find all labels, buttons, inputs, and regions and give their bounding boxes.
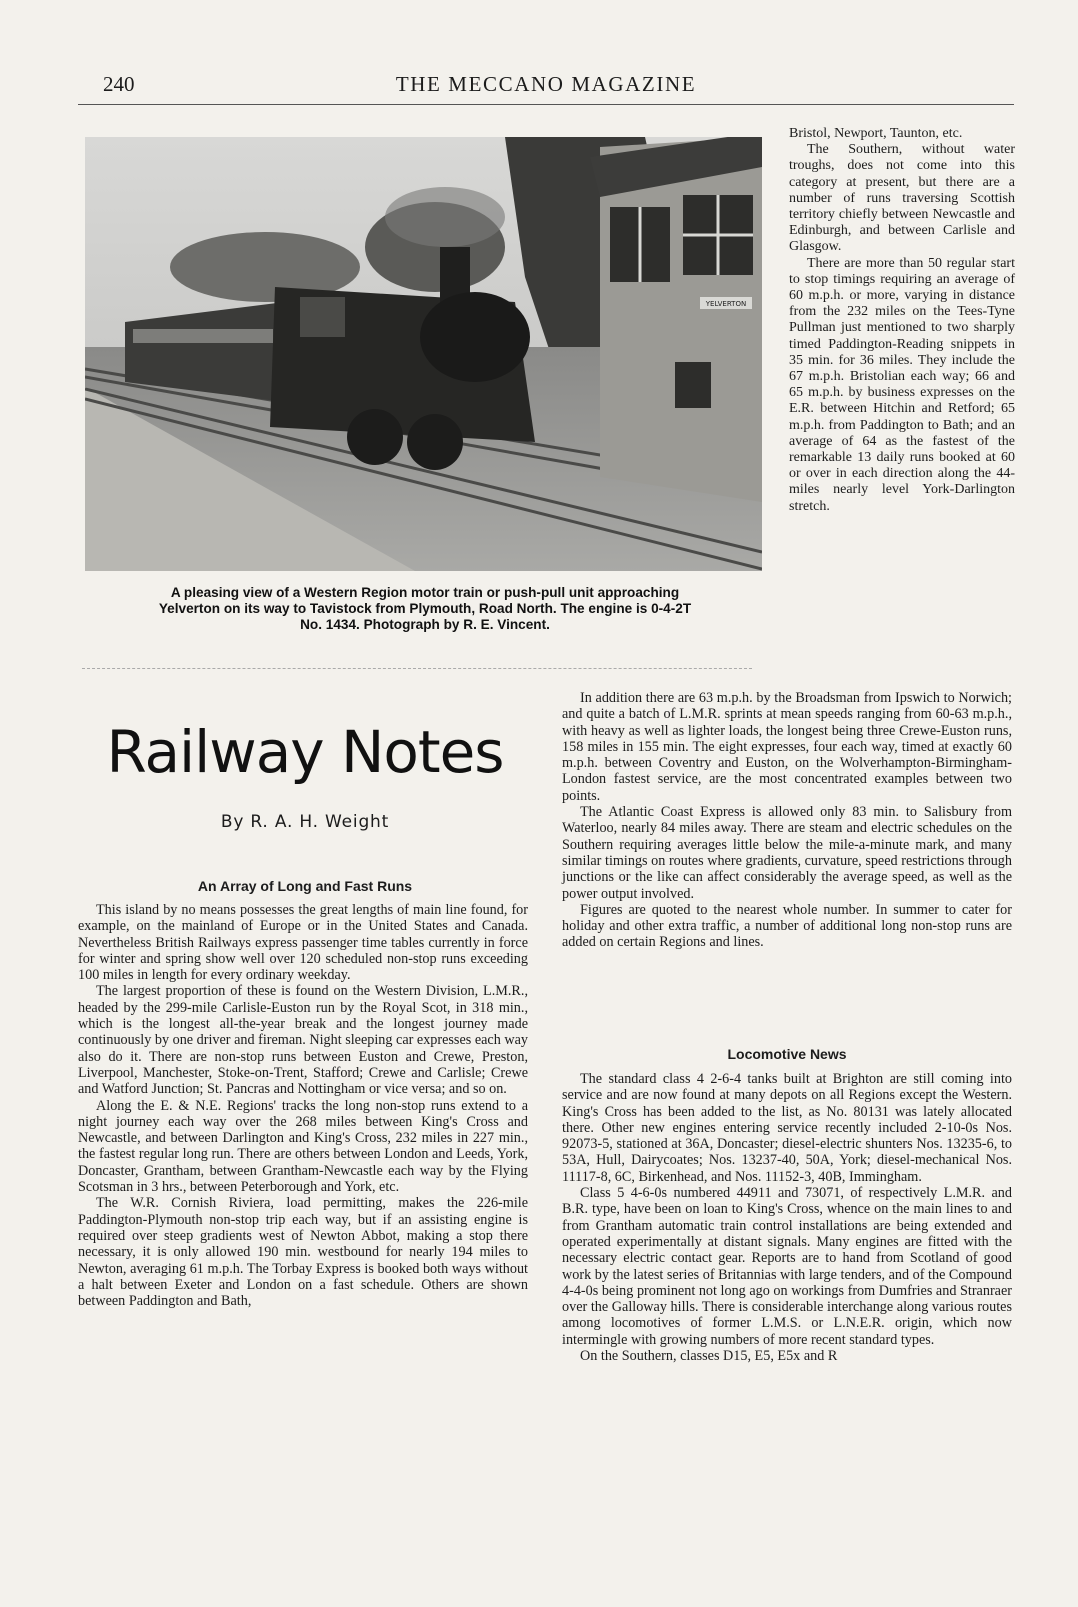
paragraph: The Atlantic Coast Express is allowed only 83 min. to Salisbury from Waterloo, nearly 84 miles away. There are steam and electric schedules on the Southern requiring averages little below the mile-a-minute mark, and many similar timings on routes where gradients, curvature, speed restrictions through junctions or the like can affect considerably the average speed, as well as the power output involved. — [562, 804, 1012, 902]
paragraph: Bristol, Newport, Taunton, etc. — [789, 126, 963, 141]
paragraph: This island by no means possesses the great lengths of main line found, for example, on the mainland of Europe or in the United States and Canada. Nevertheless British Railways express passenger time tables currently in force for winter and spring show well over 120 scheduled non-stop runs exceeding 100 miles in length for every ordinary weekday. — [78, 902, 528, 984]
caption-line: A pleasing view of a Western Region motor train or push-pull unit approaching — [170, 585, 680, 600]
paragraph: Class 5 4-6-0s numbered 44911 and 73071, of respectively L.M.R. and B.R. type, have been on loan to King's Cross, whence on the main lines to and from Grantham automatic train control installations are being extended and operated experimentally at distant signals. Many engines are fitted with the necessary electric contact gear. Reports are to hand from Scotland of good work by the latest series of Britannias with large tenders, and of the Compound 4-4-0s being prominent not long ago on workings from Dumfries and Stranraer over the Galloway hills. There is considerable interchange along various routes among locomotives of former L.M.S. or L.N.E.R. origin, which now intermingle with growing numbers of more recent standard types. — [562, 1185, 1012, 1348]
page-number: 240 — [103, 72, 135, 96]
article-title: Railway Notes — [106, 718, 504, 786]
train-photo-image — [85, 137, 762, 571]
right-column-lower — [562, 1071, 1012, 1511]
section-heading-locomotive-news: Locomotive News — [727, 1046, 847, 1062]
paragraph: The largest proportion of these is found on the Western Division, L.M.R., headed by the 299-mile Carlisle-Euston run by the Royal Scot, in 318 min., which is the longest all-the-year break and the longest journey made continuously by one driver and fireman. Night sleeping car expresses each way also do it. There are non-stop runs between Euston and Crewe, Preston, Liverpool, Manchester, Stoke-on-Trent, Stafford; Crewe and Carlisle; Crewe and Watford Junction; St. Pancras and Nottingham or vice versa; and so on. — [78, 983, 528, 1098]
paragraph: The standard class 4 2-6-4 tanks built at Brighton are still coming into service and are now found at many depots on all Regions except the Western. King's Cross has been added to the list, as No. 80131 was lately allocated there. Other new engines entering service recently included 2-10-0s Nos. 92073-5, stationed at 36A, Doncaster; diesel-electric shunters Nos. 13235-6, to 53A, Hull, Dairycoates; Nos. 13237-40, 50A, York; diesel-mechanical Nos. 11117-8, 6C, Birkenhead, and Nos. 11152-3, 40B, Immingham. — [562, 1071, 1012, 1185]
magazine-title: THE MECCANO MAGAZINE — [395, 72, 697, 96]
right-column-upper — [562, 690, 1012, 1040]
paragraph: The W.R. Cornish Riviera, load permitting, makes the 226-mile Paddington-Plymouth non-stop trip each way, but if an assisting engine is required over steep gradients west of Newton Abbot, making a stop there necessary, it is only allowed 190 min. westbound for nearly 194 miles to Newton, averaging 61 m.p.h. The Torbay Express is booked both ways without a halt between Exeter and London on a fast schedule. Others are shown between Paddington and Bath, — [78, 1195, 528, 1310]
paragraph: On the Southern, classes D15, E5, E5x and R — [580, 1348, 838, 1365]
caption-line: Yelverton on its way to Tavistock from Plymouth, Road North. The engine is 0-4-2T — [158, 601, 692, 616]
right-top-column — [789, 126, 1015, 686]
train-photograph — [85, 137, 762, 571]
paragraph: Figures are quoted to the nearest whole number. In summer to cater for holiday and other extra traffic, a number of additional long non-stop runs are added on certain Regions and lines. — [562, 901, 1012, 951]
caption-divider — [82, 668, 752, 669]
paragraph: In addition there are 63 m.p.h. by the Broadsman from Ipswich to Norwich; and quite a batch of L.M.R. sprints at mean speeds ranging from 60-63 m.p.h., with heavy as well as lighter loads, the longest being three Crewe-Euston runs, 158 miles in 155 min. The eight expresses, four each way, timed at exactly 60 m.p.h. between Coventry and Euston, on the Wolverhampton-Birmingham-London fastest service, are the most concentrated examples between two points. — [562, 690, 1012, 804]
header-rule — [78, 104, 1014, 105]
article-byline: By R. A. H. Weight — [220, 812, 390, 832]
paragraph: Along the E. & N.E. Regions' tracks the long non-stop runs extend to a night journey each way over the 268 miles between King's Cross and Newcastle, and between Darlington and King's Cross, 232 miles in 227 min., the fastest regular long run. There are others between London and Leeds, York, Doncaster, Grantham, between Grantham-Newcastle each way by the Flying Scotsman in 3 hrs., between Peterborough and York, etc. — [78, 1097, 528, 1196]
section-heading-long-runs: An Array of Long and Fast Runs — [197, 878, 413, 894]
paragraph: There are more than 50 regular start to stop timings requiring an average of 60 m.p.h. or more, varying in distance from the 232 miles on the Tees-Tyne Pullman just mentioned to two sharply timed Paddington-Reading snippets in 35 min. for 36 miles. They include the 67 m.p.h. Bristolian each way; 66 and 65 m.p.h. by business expresses on the E.R. between Hitchin and Retford; 65 m.p.h. from Paddington to Bath; and an average of 64 as the fastest of the remarkable 13 daily runs booked at 60 or over in each direction along the 44-miles nearly level York-Darlington stretch. — [789, 255, 1015, 514]
running-header — [78, 70, 1014, 104]
photo-caption — [80, 585, 770, 633]
left-column — [78, 902, 528, 1502]
caption-line: No. 1434. Photograph by R. E. Vincent. — [300, 617, 550, 632]
paragraph: The Southern, without water troughs, does not come into this category at present, but there are a number of runs traversing Scottish territory chiefly between Newcastle and Edinburgh, and between Carlisle and Glasgow. — [789, 142, 1015, 255]
station-sign: YELVERTON — [705, 300, 747, 308]
